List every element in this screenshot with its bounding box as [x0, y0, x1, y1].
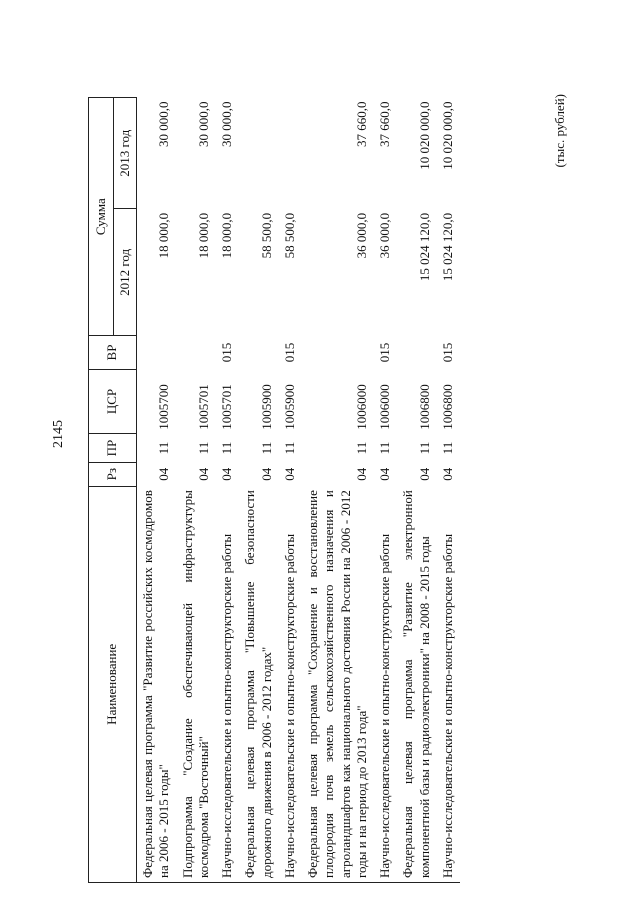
units-label: (тыс. рублей): [552, 94, 567, 168]
row-vr: [302, 336, 374, 369]
table-row: [239, 98, 279, 883]
row-name: Научно-исследовательские и опытно-конструкторские работы: [216, 486, 239, 882]
row-pr: 11: [281, 441, 297, 455]
row-2013: 10 020 000,0: [439, 101, 455, 170]
row-name: Федеральная целевая программа "Повышение безопасности дорожного движения в 2006 - 2012 годах": [239, 486, 279, 882]
row-pr: 11: [195, 441, 211, 455]
row-vr: 015: [439, 342, 455, 363]
row-rz: 04: [258, 467, 274, 481]
row-pr: 11: [439, 441, 455, 455]
row-name: Научно-исследовательские и опытно-конструкторские работы: [437, 486, 460, 882]
header-2012: 2012 год: [114, 209, 137, 336]
row-pr: 11: [353, 441, 369, 455]
row-name: Федеральная целевая программа "Развитие российских космодромов на 2006 - 2015 годы": [137, 486, 177, 882]
row-2012: 36 000,0: [353, 212, 369, 259]
page-number: 2145: [51, 420, 66, 448]
row-2013: [239, 98, 279, 209]
row-rz: 04: [353, 467, 369, 481]
row-2012: 18 000,0: [219, 212, 234, 259]
row-2012: 58 500,0: [258, 212, 274, 259]
row-2012: 36 000,0: [377, 212, 392, 259]
table-row: [374, 98, 397, 883]
row-vr: [397, 336, 437, 369]
row-csr: 1006800: [439, 384, 455, 430]
row-csr: 1005900: [281, 384, 297, 430]
row-rz: 04: [156, 467, 172, 481]
row-2013: 30 000,0: [195, 101, 211, 147]
row-name: Научно-исследовательские и опытно-конструкторские работы: [374, 486, 397, 882]
table-row: [302, 98, 374, 883]
row-name: Федеральная целевая программа "Развитие электронной компонентной базы и радиоэлектроники" на 2008 - 2015 годы: [397, 486, 437, 882]
row-csr: 1005701: [219, 384, 234, 430]
row-2012: 15 024 120,0: [439, 212, 455, 282]
row-pr: 11: [377, 441, 392, 455]
table-row: [137, 98, 177, 883]
budget-table: [88, 97, 460, 883]
row-2013: 37 660,0: [353, 101, 369, 147]
row-2012: 18 000,0: [195, 212, 211, 259]
header-name: Наименование: [89, 486, 137, 882]
row-2013: 10 020 000,0: [416, 101, 432, 170]
header-csr: ЦСР: [89, 369, 137, 434]
row-rz: 04: [416, 467, 432, 481]
row-csr: 1005700: [156, 384, 172, 430]
table-row: [437, 98, 460, 883]
row-vr: 015: [281, 342, 297, 363]
table-row: [279, 98, 302, 883]
row-rz: 04: [377, 467, 392, 481]
row-2012: 15 024 120,0: [416, 212, 432, 282]
table-row: [177, 98, 217, 883]
row-2013: 37 660,0: [377, 101, 392, 147]
row-name: Подпрограмма "Создание обеспечивающей инфраструктуры космодрома "Восточный": [177, 486, 217, 882]
row-2012: 58 500,0: [281, 212, 297, 259]
row-vr: [239, 336, 279, 369]
table-row: [397, 98, 437, 883]
row-rz: 04: [281, 467, 297, 481]
header-pr: ПР: [89, 434, 137, 463]
row-name: Федеральная целевая программа "Сохранение и восстановление плодородия почв земель сельскохозяйственного назначения и агроландшафтов как национального достояния России на 2006 - 2012 годы и на период до 2013 года": [302, 486, 374, 882]
row-2012: 18 000,0: [156, 212, 172, 259]
row-vr: 015: [219, 342, 234, 363]
row-vr: 015: [377, 342, 392, 363]
row-pr: 11: [258, 441, 274, 455]
row-vr: [137, 336, 177, 369]
row-csr: 1006000: [353, 384, 369, 430]
row-pr: 11: [219, 441, 234, 455]
row-pr: 11: [416, 441, 432, 455]
row-csr: 1005900: [258, 384, 274, 430]
table-row: [216, 98, 239, 883]
row-rz: 04: [219, 467, 234, 481]
row-2013: [279, 98, 302, 209]
row-rz: 04: [195, 467, 211, 481]
row-csr: 1006800: [416, 384, 432, 430]
row-pr: 11: [156, 441, 172, 455]
row-csr: 1005701: [195, 384, 211, 430]
header-sum: Сумма: [89, 98, 114, 336]
header-2013: 2013 год: [114, 98, 137, 209]
row-2013: 30 000,0: [219, 101, 234, 147]
header-vr: ВР: [89, 336, 137, 369]
row-csr: 1006000: [377, 384, 392, 430]
row-2013: 30 000,0: [156, 101, 172, 147]
row-rz: 04: [439, 467, 455, 481]
row-name: Научно-исследовательские и опытно-конструкторские работы: [279, 486, 302, 882]
header-rz: Рз: [89, 462, 137, 486]
row-vr: [177, 336, 217, 369]
